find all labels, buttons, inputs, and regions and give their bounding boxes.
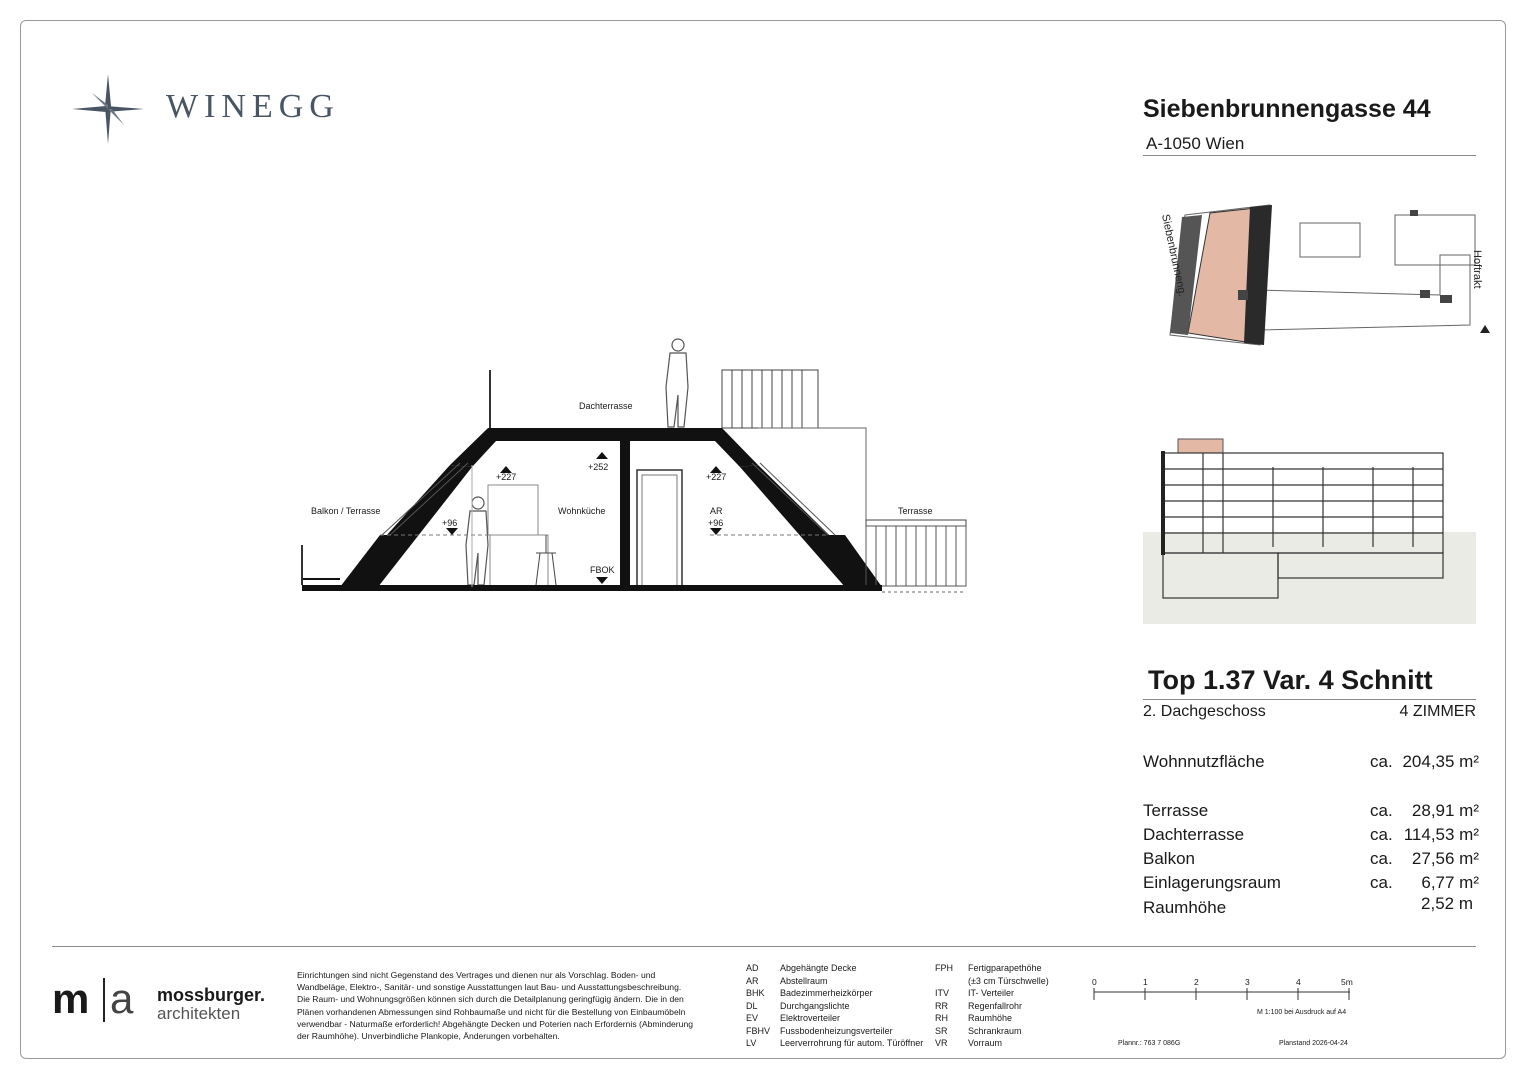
legend-abbr: RH — [935, 1013, 948, 1023]
legend-text: Leerverrohrung für autom. Türöffner — [780, 1038, 924, 1048]
legend-abbr: ITV — [935, 988, 950, 998]
area-label: Raumhöhe — [1143, 898, 1227, 917]
scale-bar — [1090, 984, 1360, 1006]
legend-abbr: SR — [935, 1025, 948, 1036]
footer-divider — [52, 946, 1476, 947]
disclaimer — [297, 969, 727, 1042]
plan-date: Planstand 2026-04-24 — [1279, 1040, 1348, 1047]
legend-text-right — [968, 962, 1049, 1050]
architect-sub: architekten — [157, 1004, 241, 1023]
legend-text: Vorraum — [968, 1038, 1003, 1048]
divider — [1143, 699, 1476, 700]
level-252: +252 — [588, 462, 609, 472]
scale-tick: 1 — [1143, 977, 1148, 987]
level-96-left: +96 — [442, 518, 458, 528]
label-roof-terrace: Dachterrasse — [579, 401, 633, 411]
area-value: 6,77 m² — [1421, 873, 1479, 892]
label-terrace: Terrasse — [898, 506, 933, 516]
area-ca: ca. — [1370, 825, 1393, 844]
courtyard-label: Hoftrakt — [1471, 250, 1483, 289]
area-label: Terrasse — [1143, 801, 1209, 820]
compass-star-icon — [72, 74, 144, 144]
section-drawing — [300, 335, 970, 600]
legend-abbr: LV — [746, 1038, 757, 1048]
building-section-overview — [1143, 437, 1478, 627]
scale-tick: 2 — [1194, 977, 1199, 987]
legend-text: Elektroverteiler — [780, 1013, 841, 1023]
legend-abbr: FBHV — [746, 1025, 771, 1036]
legend-abbr: AD — [746, 963, 759, 973]
legend-abbr: AR — [746, 975, 759, 986]
level-227-right: +227 — [706, 472, 727, 482]
area-ca: ca. — [1370, 752, 1393, 771]
area-label: Wohnnutzfläche — [1143, 752, 1265, 771]
disclaimer-line: Wandbeläge, Elektro-, Sanitär- und sonstige Ausstattungen laut Bau- und Ausstattungsbeschreibung. — [297, 982, 682, 993]
level-96-right: +96 — [708, 518, 724, 528]
scale-tick: 0 — [1092, 977, 1097, 987]
area-value: 114,53 m² — [1403, 825, 1479, 844]
legend-text: IT- Verteiler — [968, 988, 1015, 998]
unit-floor: 2. Dachgeschoss — [1143, 703, 1266, 720]
street-label: Siebenbrunneng. — [1159, 213, 1189, 298]
address-street: Siebenbrunnengasse 44 — [1143, 95, 1431, 123]
scale-note: M 1:100 bei Ausdruck auf A4 — [1257, 1009, 1347, 1016]
area-label: Einlagerungsraum — [1143, 873, 1281, 892]
legend-abbr: DL — [746, 1000, 758, 1011]
label-living-kitchen: Wohnküche — [558, 506, 606, 516]
legend-abbr: FPH — [935, 963, 953, 973]
floor-level-label: FBOK — [590, 565, 615, 575]
area-value: 28,91 m² — [1411, 801, 1479, 820]
plan-number: Plannr.: 763 7 086G — [1118, 1040, 1181, 1047]
area-value: 27,56 m² — [1411, 849, 1479, 868]
area-value: 204,35 m² — [1402, 752, 1479, 771]
scale-tick: 5m — [1341, 977, 1353, 987]
address-city: A-1050 Wien — [1146, 134, 1245, 153]
architect-mark-left: m — [52, 975, 90, 1022]
area-label: Balkon — [1143, 849, 1195, 868]
legend-text: Fussbodenheizungsverteiler — [780, 1025, 893, 1036]
unit-title: Top 1.37 Var. 4 Schnitt — [1148, 665, 1433, 695]
disclaimer-line: verwendbar - Naturmaße erforderlich! Abgehängte Decken und Poterien nach Erfordernis (Abminderung — [297, 1018, 694, 1029]
legend-text-left — [780, 962, 923, 1050]
legend-text: Schrankraum — [968, 1025, 1022, 1036]
area-label: Dachterrasse — [1143, 825, 1245, 844]
site-plan — [1140, 195, 1495, 355]
architect-name: mossburger. — [157, 985, 266, 1005]
legend-text: Raumhöhe — [968, 1013, 1013, 1023]
architect-mark-right: a — [110, 975, 134, 1022]
legend-abbr — [935, 975, 953, 988]
area-ca: ca. — [1370, 801, 1393, 820]
scale-tick: 4 — [1296, 977, 1301, 987]
legend-text: (±3 cm Türschwelle) — [968, 975, 1049, 986]
legend-abbr: BHK — [746, 988, 765, 998]
legend-abbr-left — [746, 962, 770, 1050]
scale-tick: 3 — [1245, 977, 1250, 987]
legend-text: Durchgangslichte — [780, 1000, 850, 1011]
legend-abbr: VR — [935, 1038, 948, 1048]
legend-text: Fertigparapethöhe — [968, 963, 1042, 973]
area-ca: ca. — [1370, 873, 1393, 892]
disclaimer-line: Plänen vorhandenen Abmessungen sind Rohbaumaße und nicht für die Bestellung von Einbaumöbeln — [297, 1006, 686, 1017]
legend-text: Regenfallrohr — [968, 1000, 1023, 1011]
legend-abbr: EV — [746, 1013, 759, 1023]
legend-text: Abstellraum — [780, 975, 828, 986]
brand-logo: WINEGG — [166, 88, 340, 125]
area-ca: ca. — [1370, 849, 1393, 868]
architect-mark-divider — [103, 978, 105, 1022]
legend-abbr-right — [935, 962, 953, 1050]
divider — [1143, 155, 1476, 156]
legend-text: Abgehängte Decke — [780, 963, 857, 973]
disclaimer-line: Die Raum- und Wohnungsgrößen können sich durch die Detailplanung geringfügig ändern. Die in den — [297, 994, 684, 1005]
legend-text: Badezimmerheizkörper — [780, 988, 873, 998]
label-storage: AR — [710, 506, 723, 516]
disclaimer-line: der Raumhöhe). Unverbindliche Plankopie, Änderungen vorbehalten. — [297, 1031, 560, 1042]
label-balcony: Balkon / Terrasse — [311, 506, 381, 516]
legend-abbr: RR — [935, 1000, 948, 1011]
disclaimer-line: Einrichtungen sind nicht Gegenstand des Vertrages und dienen nur als Vorschlag. Boden- und — [297, 970, 656, 980]
unit-rooms: 4 ZIMMER — [1399, 703, 1476, 720]
area-value: 2,52 m — [1421, 894, 1473, 913]
level-227-left: +227 — [496, 472, 517, 482]
